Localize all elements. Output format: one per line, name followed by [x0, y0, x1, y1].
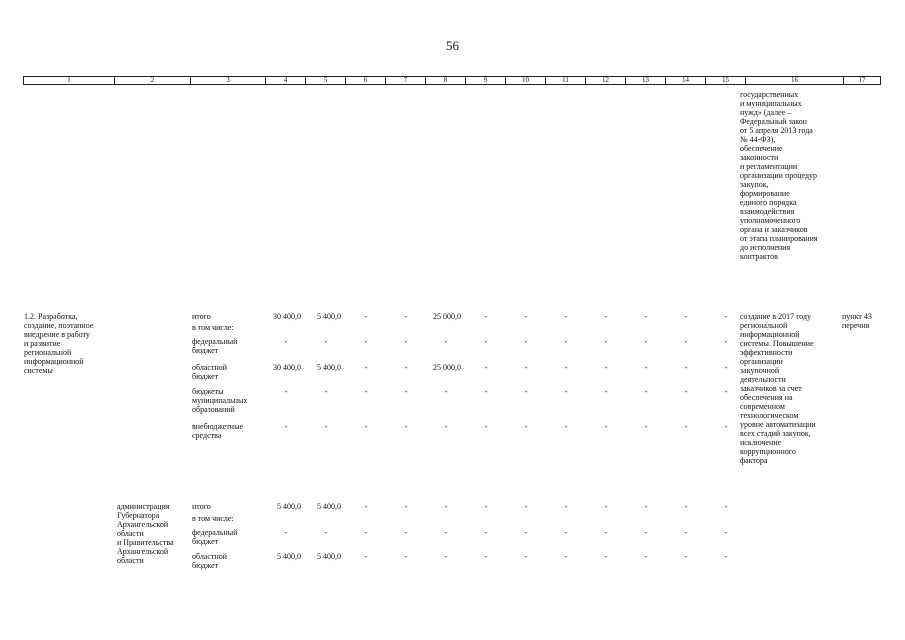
- dash-cell: -: [524, 387, 528, 396]
- column-number-5: 5: [306, 77, 346, 85]
- value-cell: 5 400,0: [317, 363, 341, 372]
- dash-cell: -: [684, 502, 688, 511]
- dash-cell: -: [484, 387, 488, 396]
- dash-cell: -: [444, 552, 448, 561]
- dash-cell: -: [404, 337, 408, 346]
- column-number-12: 12: [586, 77, 626, 85]
- dash-cell: -: [484, 502, 488, 511]
- dash-cell: -: [564, 387, 568, 396]
- dash-cell: -: [484, 422, 488, 431]
- value-cell: 25 000,0: [433, 363, 461, 372]
- value-cell: 5 400,0: [317, 552, 341, 561]
- dash-cell: -: [444, 387, 448, 396]
- dash-cell: -: [524, 312, 528, 321]
- dash-cell: -: [564, 552, 568, 561]
- dash-cell: -: [404, 363, 408, 372]
- dash-cell: -: [524, 363, 528, 372]
- column-number-8: 8: [426, 77, 466, 85]
- dash-cell: -: [364, 337, 368, 346]
- dash-cell: -: [604, 422, 608, 431]
- value-cell: 5 400,0: [277, 552, 301, 561]
- dash-cell: -: [684, 552, 688, 561]
- dash-cell: -: [564, 363, 568, 372]
- dash-cell: -: [524, 422, 528, 431]
- row-label: итого: [192, 312, 211, 321]
- dash-cell: -: [564, 312, 568, 321]
- dash-cell: -: [644, 528, 648, 537]
- row-label: внебюджетные средства: [192, 422, 243, 440]
- continued-result-text: государственных и муниципальных нужд» (далее – Федеральный закон от 5 апреля 2013 года № 44-ФЗ), обеспечение законности и регламентации организации процедур закупок, формирование единого порядка взаимодействия уполномоченного органа и заказчиков от этапа планирования до исполнения контрактов: [740, 90, 818, 261]
- column-number-header: [23, 76, 881, 85]
- value-cell: 25 000,0: [433, 312, 461, 321]
- dash-cell: -: [444, 528, 448, 537]
- row-label: федеральный бюджет: [192, 528, 238, 546]
- row-label: в том числе:: [192, 514, 234, 523]
- dash-cell: -: [284, 422, 288, 431]
- measure-reference: пункт 43 перечня: [842, 312, 872, 330]
- dash-cell: -: [484, 552, 488, 561]
- dash-cell: -: [564, 422, 568, 431]
- dash-cell: -: [404, 312, 408, 321]
- dash-cell: -: [364, 312, 368, 321]
- dash-cell: -: [684, 387, 688, 396]
- dash-cell: -: [524, 528, 528, 537]
- dash-cell: -: [324, 337, 328, 346]
- column-number-3: 3: [191, 77, 266, 85]
- page-number: 56: [446, 38, 459, 53]
- dash-cell: -: [644, 312, 648, 321]
- dash-cell: -: [604, 528, 608, 537]
- dash-cell: -: [484, 312, 488, 321]
- value-cell: 5 400,0: [317, 312, 341, 321]
- value-cell: 5 400,0: [317, 502, 341, 511]
- dash-cell: -: [684, 363, 688, 372]
- dash-cell: -: [364, 502, 368, 511]
- dash-cell: -: [484, 363, 488, 372]
- dash-cell: -: [524, 502, 528, 511]
- dash-cell: -: [364, 552, 368, 561]
- column-number-14: 14: [666, 77, 706, 85]
- value-cell: 30 400,0: [273, 312, 301, 321]
- dash-cell: -: [724, 387, 728, 396]
- dash-cell: -: [724, 363, 728, 372]
- column-number-13: 13: [626, 77, 666, 85]
- dash-cell: -: [364, 363, 368, 372]
- column-number-17: 17: [844, 77, 881, 85]
- dash-cell: -: [724, 312, 728, 321]
- row-label: федеральный бюджет: [192, 337, 238, 355]
- dash-cell: -: [284, 337, 288, 346]
- measure-result: создание в 2017 году региональной информационной системы. Повышение эффективности организации закупочной деятельности заказчиков за счет обеспечения на современном технологическом уровне автоматизации всех стадий закупок, исключение коррупционного фактора: [740, 312, 816, 465]
- dash-cell: -: [364, 387, 368, 396]
- dash-cell: -: [444, 422, 448, 431]
- measure-name: 1.2. Разработка, создание, поэтапное внедрение в работу и развитие региональной информационной системы: [24, 312, 94, 375]
- dash-cell: -: [684, 528, 688, 537]
- dash-cell: -: [524, 552, 528, 561]
- row-label: областной бюджет: [192, 552, 228, 570]
- column-number-16: 16: [746, 77, 844, 85]
- row-label: областной бюджет: [192, 363, 228, 381]
- dash-cell: -: [724, 528, 728, 537]
- column-number-1: 1: [24, 77, 115, 85]
- dash-cell: -: [724, 552, 728, 561]
- dash-cell: -: [284, 387, 288, 396]
- dash-cell: -: [404, 528, 408, 537]
- dash-cell: -: [604, 552, 608, 561]
- value-cell: 5 400,0: [277, 502, 301, 511]
- dash-cell: -: [644, 552, 648, 561]
- column-number-11: 11: [546, 77, 586, 85]
- dash-cell: -: [444, 502, 448, 511]
- column-number-2: 2: [115, 77, 191, 85]
- dash-cell: -: [564, 502, 568, 511]
- dash-cell: -: [644, 363, 648, 372]
- row-label: бюджеты муниципальных образований: [192, 387, 248, 414]
- dash-cell: -: [644, 387, 648, 396]
- dash-cell: -: [684, 337, 688, 346]
- dash-cell: -: [604, 387, 608, 396]
- dash-cell: -: [604, 337, 608, 346]
- dash-cell: -: [364, 528, 368, 537]
- dash-cell: -: [604, 502, 608, 511]
- dash-cell: -: [724, 337, 728, 346]
- dash-cell: -: [524, 337, 528, 346]
- dash-cell: -: [364, 422, 368, 431]
- dash-cell: -: [684, 312, 688, 321]
- executor-name: администрация Губернатора Архангельской области и Правительства Архангельской области: [117, 502, 174, 565]
- dash-cell: -: [724, 502, 728, 511]
- dash-cell: -: [404, 422, 408, 431]
- dash-cell: -: [684, 422, 688, 431]
- dash-cell: -: [484, 528, 488, 537]
- dash-cell: -: [564, 528, 568, 537]
- dash-cell: -: [724, 422, 728, 431]
- dash-cell: -: [404, 552, 408, 561]
- row-label: в том числе:: [192, 323, 234, 332]
- dash-cell: -: [604, 363, 608, 372]
- dash-cell: -: [644, 502, 648, 511]
- dash-cell: -: [644, 337, 648, 346]
- dash-cell: -: [444, 337, 448, 346]
- dash-cell: -: [404, 502, 408, 511]
- row-label: итого: [192, 502, 211, 511]
- dash-cell: -: [284, 528, 288, 537]
- column-number-6: 6: [346, 77, 386, 85]
- dash-cell: -: [324, 422, 328, 431]
- dash-cell: -: [484, 337, 488, 346]
- column-number-15: 15: [706, 77, 746, 85]
- dash-cell: -: [404, 387, 408, 396]
- column-number-10: 10: [506, 77, 546, 85]
- column-number-7: 7: [386, 77, 426, 85]
- dash-cell: -: [324, 387, 328, 396]
- dash-cell: -: [604, 312, 608, 321]
- column-number-9: 9: [466, 77, 506, 85]
- dash-cell: -: [564, 337, 568, 346]
- value-cell: 30 400,0: [273, 363, 301, 372]
- dash-cell: -: [644, 422, 648, 431]
- column-number-4: 4: [266, 77, 306, 85]
- dash-cell: -: [324, 528, 328, 537]
